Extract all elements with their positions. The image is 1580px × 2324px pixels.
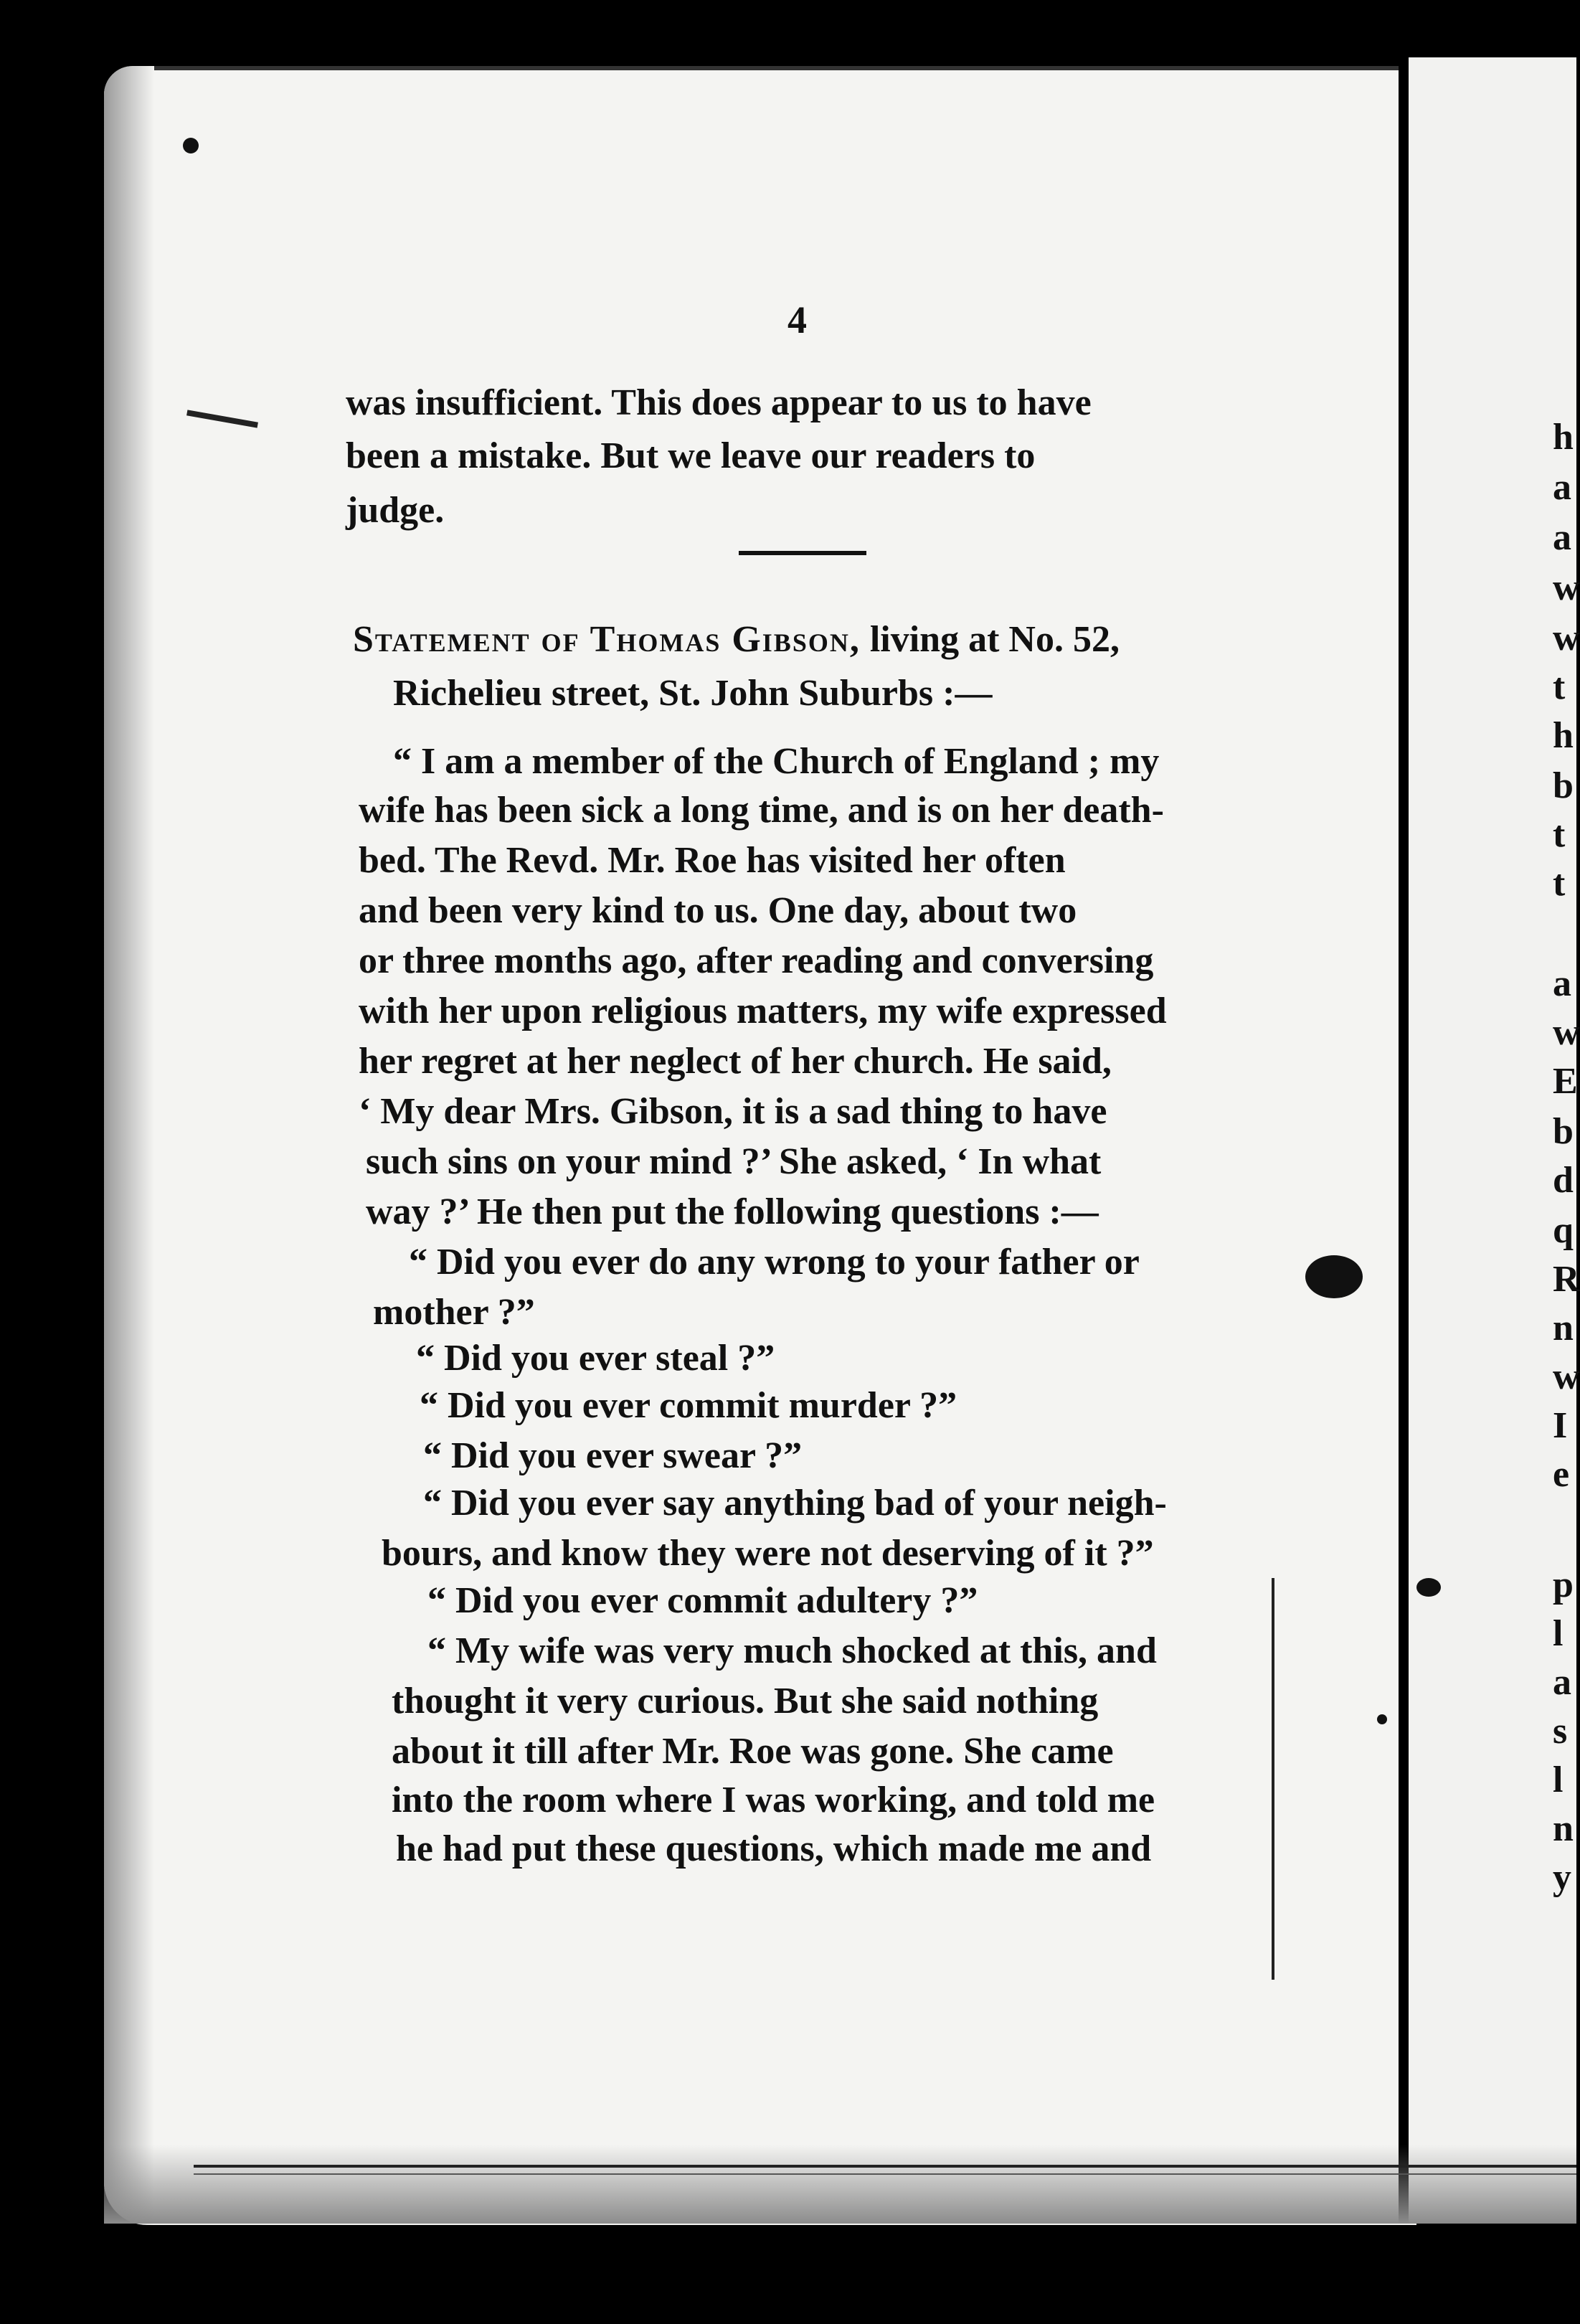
next-page-fragment: a [1553,1662,1571,1703]
next-page-fragment: a [1553,517,1571,558]
closing-line-4: into the room where I was working, and told me [392,1780,1155,1820]
ink-speck [1377,1714,1387,1724]
next-page-fragment: y [1553,1857,1571,1898]
body-line-5: or three months ago, after reading and conversing [359,940,1154,981]
body-line-6: with her upon religious matters, my wife expressed [359,991,1167,1031]
scan-scratch [1272,1578,1274,1980]
closing-line-2: thought it very curious. But she said nothing [392,1681,1099,1721]
question-6: “ Did you ever commit adultery ?” [427,1580,978,1621]
intro-line-3: judge. [346,490,445,531]
next-page-fragment: n [1553,1808,1574,1849]
body-line-2: wife has been sick a long time, and is on her death- [359,790,1164,831]
next-page-fragment: w [1553,567,1580,608]
next-page-fragment: a [1553,467,1571,508]
page-bottom-shadow [104,2145,1576,2224]
question-2: “ Did you ever steal ?” [416,1338,775,1379]
closing-line-3: about it till after Mr. Roe was gone. She came [392,1731,1114,1772]
next-page-sliver [1409,57,1576,2224]
next-page-fragment: I [1553,1405,1568,1446]
next-page-fragment: E [1553,1061,1578,1102]
closing-line-1: “ My wife was very much shocked at this, and [427,1630,1157,1671]
page-top-edge [154,66,1402,70]
question-1: “ Did you ever do any wrong to your father or [409,1242,1140,1283]
next-page-fragment: q [1553,1210,1574,1251]
next-page-fragment: t [1553,814,1566,855]
closing-line-5: he had put these questions, which made me and [396,1828,1152,1869]
bottom-rule-thin [194,2173,1576,2175]
question-4: “ Did you ever swear ?” [423,1435,803,1476]
statement-heading-line2: Richelieu street, St. John Suburbs :— [393,673,993,714]
next-page-fragment: e [1553,1454,1570,1495]
intro-line-1: was insufficient. This does appear to us to have [346,382,1092,423]
next-page-fragment: s [1553,1711,1568,1752]
ink-blot [1305,1255,1363,1298]
next-page-fragment: b [1553,765,1574,806]
next-page-fragment: t [1553,666,1566,707]
ink-speck [1416,1578,1441,1597]
next-page-fragment: p [1553,1564,1574,1605]
next-page-fragment: l [1553,1759,1564,1800]
section-divider [739,551,866,555]
body-line-1: “ I am a member of the Church of England ; my [393,741,1160,782]
page-number: 4 [787,298,807,341]
next-page-fragment: d [1553,1160,1574,1201]
body-line-10: way ?’ He then put the following questions :— [366,1191,1099,1232]
next-page-fragment: w [1553,1012,1580,1053]
next-page-fragment: w [1553,618,1580,658]
question-3: “ Did you ever commit murder ?” [420,1385,957,1426]
body-line-3: bed. The Revd. Mr. Roe has visited her often [359,840,1066,881]
body-line-9: such sins on your mind ?’ She asked, ‘ In what [366,1141,1102,1182]
body-line-8: ‘ My dear Mrs. Gibson, it is a sad thing to have [359,1091,1107,1132]
body-line-7: her regret at her neglect of her church. He said, [359,1041,1112,1082]
next-page-fragment: l [1553,1613,1564,1654]
ink-speck [183,138,199,153]
next-page-fragment: w [1553,1356,1580,1397]
question-1-cont: mother ?” [373,1292,535,1333]
question-5-cont: bours, and know they were not deserving of it ?” [382,1533,1154,1574]
next-page-fragment: t [1553,863,1566,904]
next-page-fragment: h [1553,417,1574,458]
next-page-fragment: n [1553,1308,1574,1348]
bottom-rule [194,2165,1576,2168]
statement-heading-name: Statement of Thomas Gibson, [353,619,861,660]
next-page-fragment: b [1553,1111,1574,1152]
page-gutter [1399,50,1409,2224]
statement-heading-address: living at No. 52, [860,619,1120,660]
page-edge-shadow [104,66,154,2225]
next-page-fragment: a [1553,963,1571,1004]
next-page-fragment: R [1553,1259,1580,1300]
intro-line-2: been a mistake. But we leave our readers to [346,435,1036,476]
next-page-fragment: h [1553,715,1574,756]
statement-heading [353,617,1120,663]
body-line-4: and been very kind to us. One day, about two [359,890,1077,931]
question-5: “ Did you ever say anything bad of your neigh- [423,1483,1167,1524]
